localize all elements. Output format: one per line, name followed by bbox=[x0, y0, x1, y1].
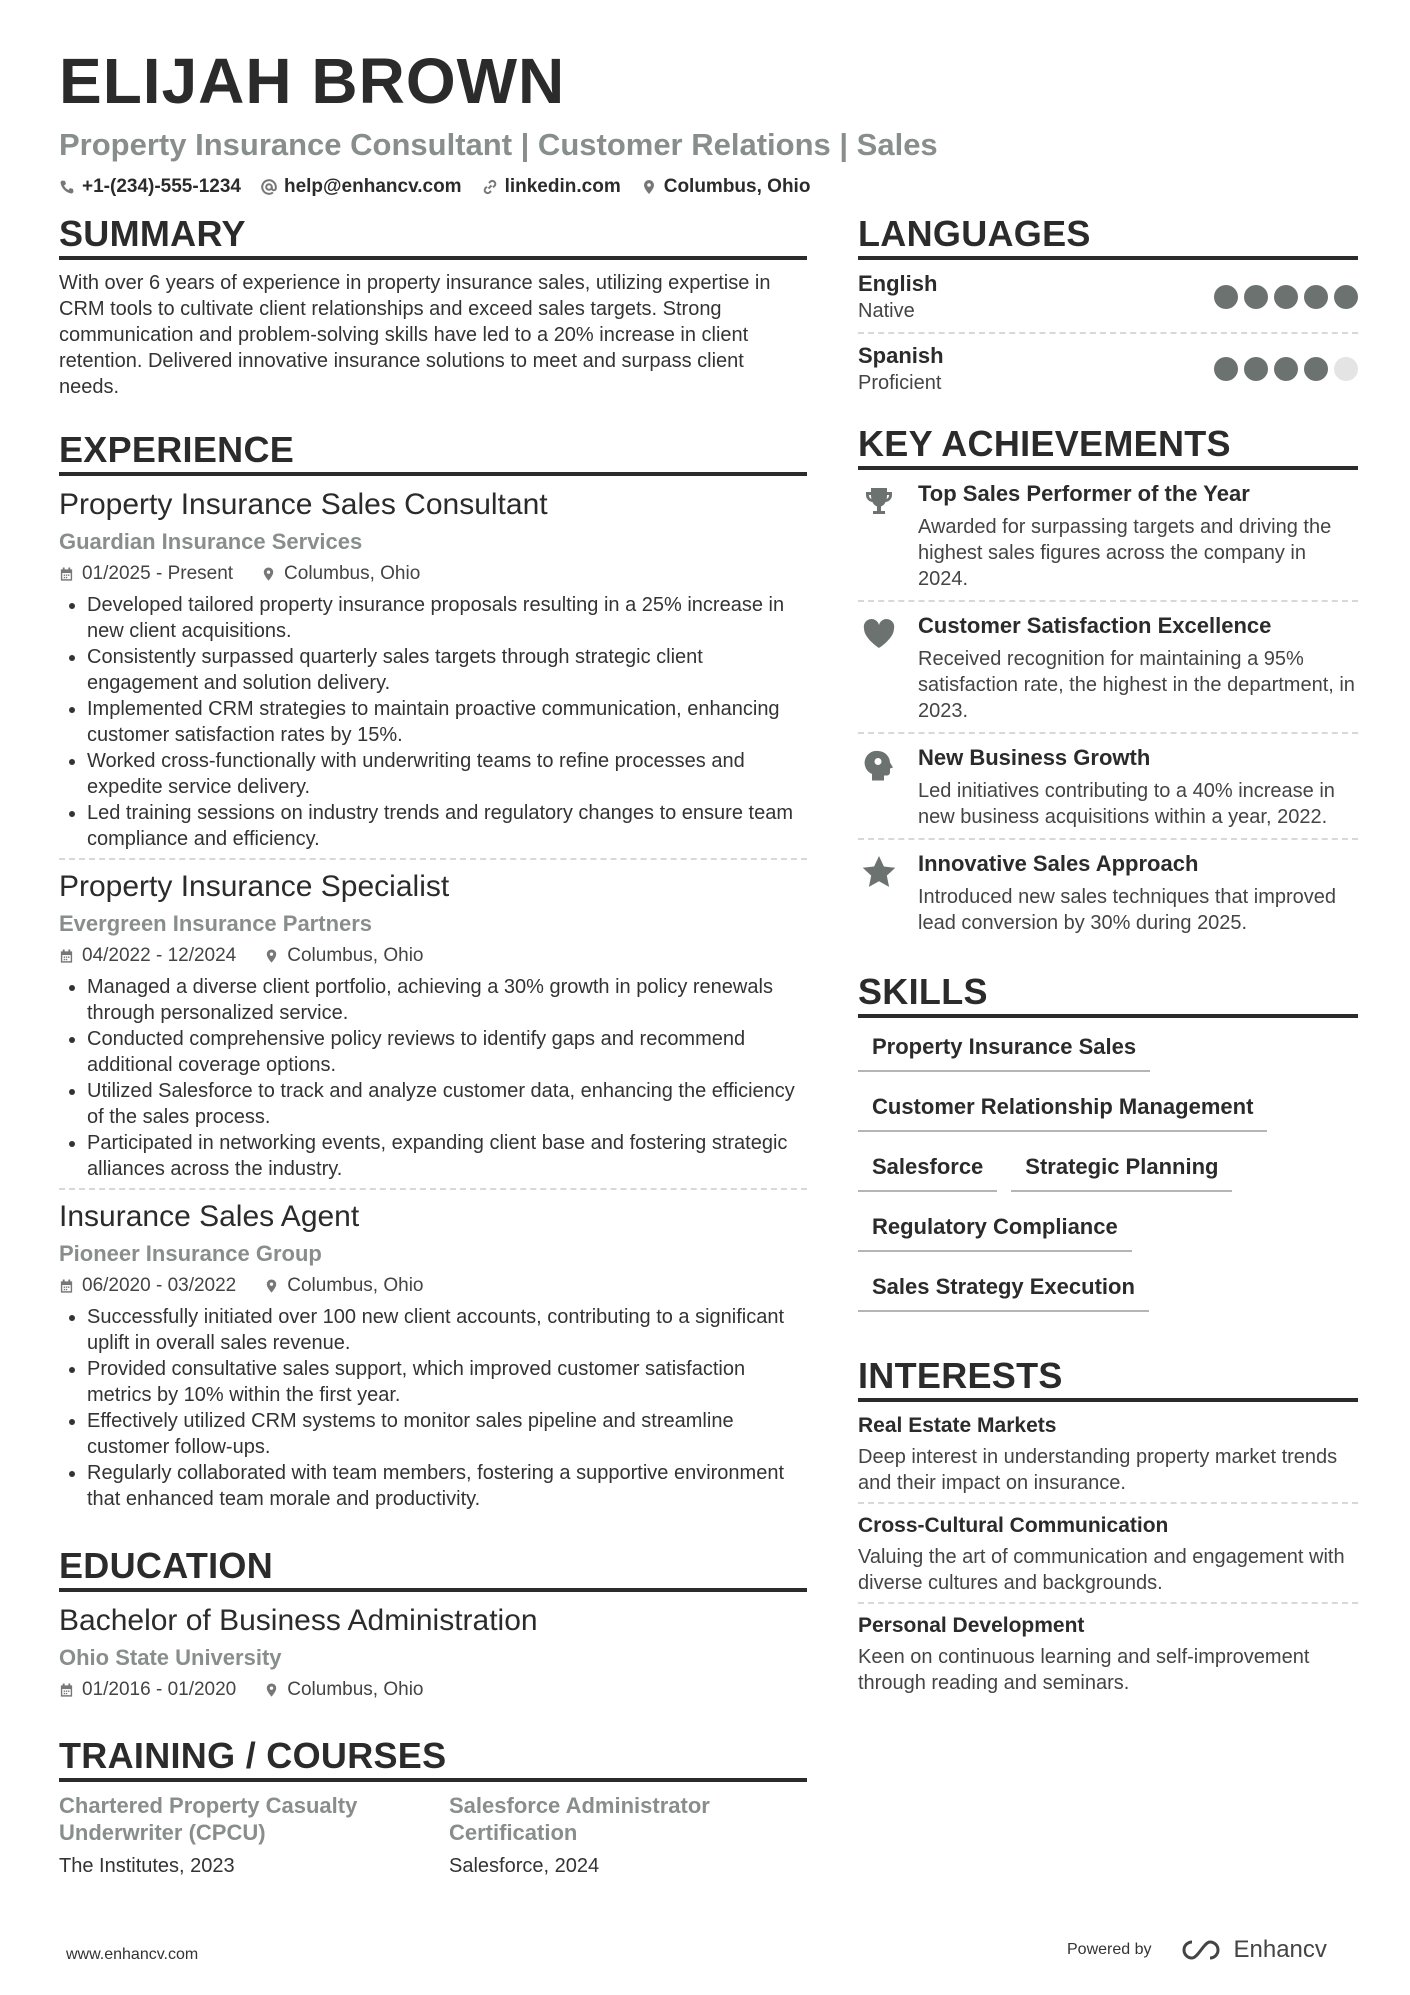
job-dates-text: 04/2022 - 12/2024 bbox=[82, 945, 237, 966]
course-desc: Salesforce, 2024 bbox=[449, 1855, 600, 1877]
language-item bbox=[858, 270, 1358, 334]
education-dates bbox=[59, 1676, 236, 1704]
bullet-item: • Implemented CRM strategies to maintain proactive communication, enhancing customer satisfaction rates by 15%. bbox=[87, 696, 807, 748]
training-title: TRAINING / COURSES bbox=[59, 1734, 807, 1782]
languages-title: LANGUAGES bbox=[858, 212, 1358, 260]
job-location bbox=[264, 942, 423, 970]
job-dates bbox=[59, 1272, 236, 1300]
skill-tag: Sales Strategy Execution bbox=[858, 1272, 1149, 1312]
language-level: Native bbox=[858, 300, 915, 322]
education-title: EDUCATION bbox=[59, 1544, 807, 1592]
head-gear-icon bbox=[861, 748, 897, 784]
rating-dot-empty bbox=[1334, 357, 1358, 381]
language-item bbox=[858, 342, 1358, 404]
location-icon bbox=[264, 948, 279, 964]
training-section bbox=[59, 1734, 807, 1880]
rating-dot-filled bbox=[1244, 357, 1268, 381]
location-icon bbox=[641, 179, 657, 195]
degree-title: Bachelor of Business Administration bbox=[59, 1604, 538, 1637]
experience-item bbox=[59, 486, 807, 860]
bullet-item: • Utilized Salesforce to track and analyze customer data, enhancing the efficiency of the sales process. bbox=[87, 1078, 807, 1130]
rating-dot-filled bbox=[1214, 285, 1238, 309]
bullet-item: • Regularly collaborated with team members, fostering a supportive environment that enhanced team morale and productivity. bbox=[87, 1460, 807, 1512]
interests-section bbox=[858, 1354, 1358, 1702]
achievement-desc: Led initiatives contributing to a 40% increase in new business acquisitions within a year, 2022. bbox=[918, 780, 1335, 828]
job-meta bbox=[59, 1272, 807, 1300]
achievement-desc: Awarded for surpassing targets and driving the highest sales figures across the company in 2024. bbox=[918, 516, 1332, 590]
job-location-text: Columbus, Ohio bbox=[287, 1275, 424, 1296]
interest-item bbox=[858, 1512, 1358, 1604]
achievement-item bbox=[858, 480, 1358, 602]
experience-section bbox=[59, 428, 807, 1518]
trophy-icon bbox=[861, 484, 897, 520]
contact-email-text: help@enhancv.com bbox=[283, 176, 462, 197]
job-location-text: Columbus, Ohio bbox=[287, 945, 424, 966]
job-bullets bbox=[59, 592, 807, 852]
job-location bbox=[261, 560, 420, 588]
location-icon bbox=[261, 566, 276, 582]
footer-brand bbox=[1067, 1936, 1327, 1964]
job-location bbox=[264, 1272, 423, 1300]
left-column bbox=[59, 212, 807, 1880]
job-dates-text: 06/2020 - 03/2022 bbox=[82, 1275, 237, 1296]
rating-dot-filled bbox=[1334, 285, 1358, 309]
company-name: Guardian Insurance Services bbox=[59, 529, 363, 554]
skill-tag: Salesforce bbox=[858, 1152, 997, 1192]
skill-tag: Customer Relationship Management bbox=[858, 1092, 1267, 1132]
interest-item bbox=[858, 1412, 1358, 1504]
achievement-desc: Received recognition for maintaining a 95% satisfaction rate, the highest in the department, in 2023. bbox=[918, 648, 1355, 722]
summary-title: SUMMARY bbox=[59, 212, 807, 260]
rating-dot-filled bbox=[1274, 357, 1298, 381]
job-title: Property Insurance Specialist bbox=[59, 870, 450, 903]
enhancv-logo-icon bbox=[1178, 1937, 1224, 1963]
summary-text: With over 6 years of experience in property insurance sales, utilizing expertise in CRM tools to cultivate client relationships and exceed sales targets. Strong communication and problem-solving skills have led to a 20% increase in client retention. Delivered innovative insurance solutions to meet and surpass client needs. bbox=[59, 272, 771, 398]
course-title: Salesforce Administrator Certification bbox=[449, 1793, 710, 1845]
rating-dot-filled bbox=[1274, 285, 1298, 309]
experience-title: EXPERIENCE bbox=[59, 428, 807, 476]
company-name: Evergreen Insurance Partners bbox=[59, 911, 373, 936]
phone-icon bbox=[59, 179, 75, 195]
link-icon bbox=[482, 179, 498, 195]
contact-linkedin[interactable] bbox=[482, 176, 621, 198]
job-bullets bbox=[59, 974, 807, 1182]
contact-email[interactable] bbox=[261, 176, 462, 198]
rating-dot-filled bbox=[1304, 357, 1328, 381]
job-title: Property Insurance Sales Consultant bbox=[59, 488, 548, 521]
education-location-text: Columbus, Ohio bbox=[287, 1679, 424, 1700]
interest-title: Cross-Cultural Communication bbox=[858, 1514, 1169, 1537]
experience-item bbox=[59, 868, 807, 1190]
interest-desc: Deep interest in understanding property market trends and their impact on insurance. bbox=[858, 1446, 1338, 1494]
language-rating bbox=[1214, 285, 1358, 309]
contact-location bbox=[641, 176, 811, 198]
powered-by-text: Powered by bbox=[1067, 1941, 1152, 1958]
achievements-title: KEY ACHIEVEMENTS bbox=[858, 422, 1358, 470]
interest-desc: Keen on continuous learning and self-improvement through reading and seminars. bbox=[858, 1646, 1310, 1694]
education-location bbox=[264, 1676, 423, 1704]
course-title: Chartered Property Casualty Underwriter (CPCU) bbox=[59, 1793, 358, 1845]
contact-phone-text: +1-(234)-555-1234 bbox=[82, 176, 241, 197]
company-name: Pioneer Insurance Group bbox=[59, 1241, 322, 1266]
education-section bbox=[59, 1544, 807, 1704]
languages-section bbox=[858, 212, 1358, 404]
language-level: Proficient bbox=[858, 372, 942, 394]
job-location-text: Columbus, Ohio bbox=[284, 563, 421, 584]
job-dates bbox=[59, 942, 236, 970]
brand-name: Enhancv bbox=[1233, 1936, 1327, 1963]
skills-list bbox=[858, 1032, 1358, 1312]
job-title: Insurance Sales Agent bbox=[59, 1200, 360, 1233]
education-meta bbox=[59, 1676, 807, 1704]
resume-header bbox=[59, 40, 1359, 198]
achievement-item bbox=[858, 744, 1358, 840]
skill-tag: Property Insurance Sales bbox=[858, 1032, 1150, 1072]
interest-desc: Valuing the art of communication and engagement with diverse cultures and backgrounds. bbox=[858, 1546, 1345, 1594]
star-icon bbox=[861, 854, 897, 890]
course-desc: The Institutes, 2023 bbox=[59, 1855, 235, 1877]
job-meta bbox=[59, 560, 807, 588]
bullet-item: • Developed tailored property insurance proposals resulting in a 25% increase in new client acquisitions. bbox=[87, 592, 807, 644]
achievement-title: New Business Growth bbox=[918, 745, 1151, 770]
interest-item bbox=[858, 1612, 1358, 1702]
bullet-item: • Successfully initiated over 100 new client accounts, contributing to a significant uplift in overall sales revenue. bbox=[87, 1304, 807, 1356]
school-name: Ohio State University bbox=[59, 1645, 282, 1670]
training-list bbox=[59, 1792, 807, 1880]
calendar-icon bbox=[59, 1682, 74, 1698]
course-item bbox=[449, 1792, 769, 1880]
bullet-item: • Provided consultative sales support, which improved customer satisfaction metrics by 10% within the first year. bbox=[87, 1356, 807, 1408]
achievement-title: Innovative Sales Approach bbox=[918, 851, 1199, 876]
location-icon bbox=[264, 1278, 279, 1294]
rating-dot-filled bbox=[1244, 285, 1268, 309]
job-meta bbox=[59, 942, 807, 970]
contact-bar bbox=[59, 176, 1359, 198]
bullet-item: • Led training sessions on industry trends and regulatory changes to ensure team compliance and efficiency. bbox=[87, 800, 807, 852]
summary-section bbox=[59, 212, 807, 400]
bullet-item: • Worked cross-functionally with underwriting teams to refine processes and expedite service delivery. bbox=[87, 748, 807, 800]
bullet-item: • Effectively utilized CRM systems to monitor sales pipeline and streamline customer follow-ups. bbox=[87, 1408, 807, 1460]
interests-title: INTERESTS bbox=[858, 1354, 1358, 1402]
achievements-section bbox=[858, 422, 1358, 944]
language-name: Spanish bbox=[858, 343, 944, 368]
bullet-item: • Conducted comprehensive policy reviews to identify gaps and recommend additional coverage options. bbox=[87, 1026, 807, 1078]
education-dates-text: 01/2016 - 01/2020 bbox=[82, 1679, 237, 1700]
language-rating bbox=[1214, 357, 1358, 381]
bullet-item: • Consistently surpassed quarterly sales targets through strategic client engagement and solution delivery. bbox=[87, 644, 807, 696]
calendar-icon bbox=[59, 948, 74, 964]
skill-tag: Strategic Planning bbox=[1011, 1152, 1232, 1192]
language-name: English bbox=[858, 271, 938, 296]
achievement-item bbox=[858, 612, 1358, 734]
location-icon bbox=[264, 1682, 279, 1698]
course-item bbox=[59, 1792, 379, 1880]
right-column bbox=[858, 212, 1358, 1710]
at-icon bbox=[261, 179, 277, 195]
achievement-title: Top Sales Performer of the Year bbox=[918, 481, 1250, 506]
job-dates bbox=[59, 560, 233, 588]
enhancv-logo[interactable] bbox=[1178, 1936, 1327, 1964]
contact-linkedin-text: linkedin.com bbox=[504, 176, 621, 197]
skill-tag: Regulatory Compliance bbox=[858, 1212, 1132, 1252]
rating-dot-filled bbox=[1214, 357, 1238, 381]
calendar-icon bbox=[59, 1278, 74, 1294]
contact-phone[interactable] bbox=[59, 176, 241, 198]
calendar-icon bbox=[59, 566, 74, 582]
skills-section bbox=[858, 970, 1358, 1312]
candidate-headline: Property Insurance Consultant | Customer Relations | Sales bbox=[59, 127, 938, 162]
achievement-desc: Introduced new sales techniques that improved lead conversion by 30% during 2025. bbox=[918, 886, 1337, 934]
rating-dot-filled bbox=[1304, 285, 1328, 309]
achievement-title: Customer Satisfaction Excellence bbox=[918, 613, 1272, 638]
heart-icon bbox=[861, 616, 897, 652]
job-bullets bbox=[59, 1304, 807, 1512]
candidate-name: ELIJAH BROWN bbox=[59, 45, 566, 117]
skills-title: SKILLS bbox=[858, 970, 1358, 1018]
bullet-item: • Managed a diverse client portfolio, achieving a 30% growth in policy renewals through personalized service. bbox=[87, 974, 807, 1026]
achievement-item bbox=[858, 850, 1358, 944]
job-dates-text: 01/2025 - Present bbox=[82, 563, 234, 584]
experience-item bbox=[59, 1198, 807, 1518]
bullet-item: • Participated in networking events, expanding client base and fostering strategic alliances across the industry. bbox=[87, 1130, 807, 1182]
contact-location-text: Columbus, Ohio bbox=[663, 176, 811, 197]
footer-website[interactable]: www.enhancv.com bbox=[66, 1946, 199, 1963]
interest-title: Personal Development bbox=[858, 1614, 1085, 1637]
interest-title: Real Estate Markets bbox=[858, 1414, 1057, 1437]
